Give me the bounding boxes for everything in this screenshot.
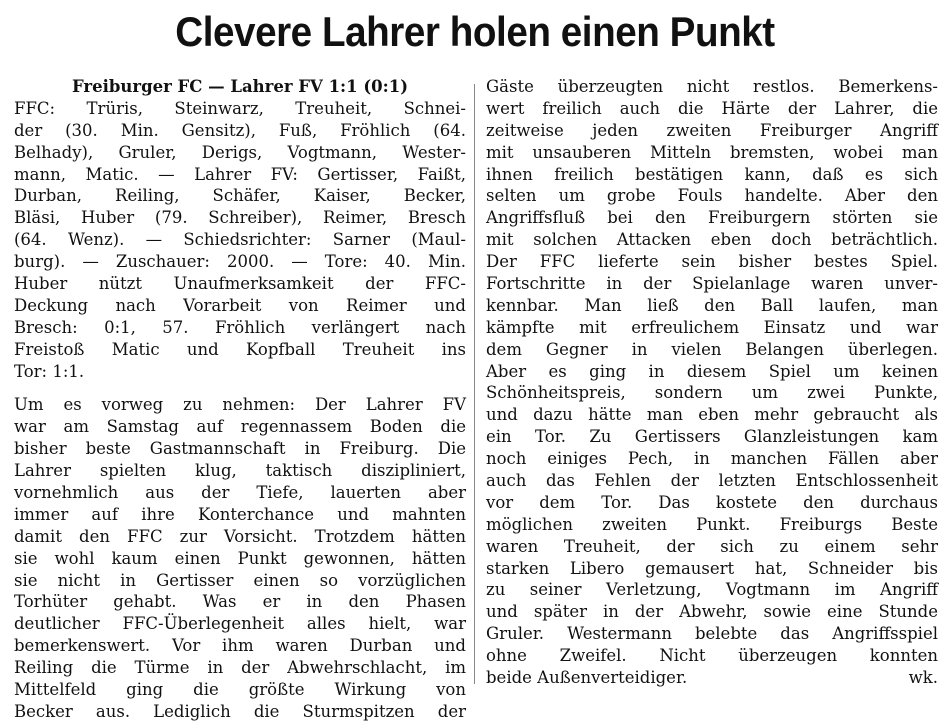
lineup-line: Tor: 1:1. [14, 361, 85, 381]
text-line: ohne Zweifel. Nicht überzeugen konnten [486, 646, 938, 666]
text-line: vor dem Tor. Das kostete den durchaus [486, 492, 938, 512]
text-line: ihnen freilich bestätigen kann, daß es sich [486, 164, 938, 184]
column-divider [474, 84, 475, 684]
headline: Clevere Lahrer holen einen Punkt [175, 8, 775, 55]
left-column [14, 76, 466, 723]
text-line: bisher beste Gastmannschaft in Freiburg. Die [14, 439, 466, 459]
text-line: bemerkenswert. Vor ihm waren Durban und [14, 636, 466, 656]
lineup-block [14, 98, 466, 383]
text-line: auch das Fehlen der letzten Entschlossenheit [486, 471, 938, 491]
lineup-line: Bresch: 0:1, 57. Fröhlich verlängert nach [14, 317, 466, 337]
text-line: waren Treuheit, der sich zu einem sehr [486, 536, 938, 556]
text-line: Gruler. Westermann belebte das Angriffsspiel [486, 624, 938, 644]
text-line: wert freilich auch die Härte der Lahrer, die [486, 98, 938, 118]
lineup-line: (64. Wenz). — Schiedsrichter: Sarner (Maul- [14, 230, 466, 250]
lineup-line: der (30. Min. Gensitz), Fuß, Fröhlich (64. [14, 120, 466, 140]
text-line: selten um grobe Fouls handelte. Aber den [486, 186, 938, 206]
lineup-line: Belhady), Gruler, Derigs, Vogtmann, Wester- [14, 142, 466, 162]
report-body-left [14, 394, 466, 722]
text-line: sie wohl kaum einen Punkt gewonnen, hätten [14, 548, 466, 568]
lineup-line: Huber nützt Unaufmerksamkeit der FFC- [14, 274, 466, 294]
text-line: Der FFC lieferte sein bisher bestes Spiel. [486, 252, 938, 272]
lineup-line: Bläsi, Huber (79. Schreiber), Reimer, Bresch [14, 208, 466, 228]
text-line: Becker aus. Lediglich die Sturmspitzen der [14, 701, 466, 721]
text-line [486, 667, 938, 689]
text-line: Schönheitspreis, sondern um zwei Punkte, [486, 383, 938, 403]
paragraph-gap [14, 382, 466, 394]
text-line: Lahrer spielten klug, taktisch diszipliniert, [14, 461, 466, 481]
text-line: Reiling die Türme in der Abwehrschlacht, im [14, 658, 466, 678]
lineup-line: FFC: Trüris, Steinwarz, Treuheit, Schnei- [14, 98, 466, 118]
lineup-line: Freistoß Matic und Kopfball Treuheit ins [14, 339, 466, 359]
text-line: mit unsauberen Mitteln bremsten, wobei man [486, 142, 938, 162]
text-line: deutlicher FFC-Überlegenheit alles hielt, war [14, 614, 466, 634]
text-line: und später in der Abwehr, sowie eine Stunde [486, 602, 938, 622]
lineup-line: mann, Matic. — Lahrer FV: Gertisser, Faißt, [14, 164, 466, 184]
text-line: starken Libero gemausert hat, Schneider bis [486, 558, 938, 578]
text-line: sie nicht in Gertisser einen so vorzüglichen [14, 570, 466, 590]
text-line: Torhüter gehabt. Was er in den Phasen [14, 592, 466, 612]
text-line: dem Gegner in vielen Belangen überlegen. [486, 339, 938, 359]
text-line: Um es vorweg zu nehmen: Der Lahrer FV [14, 395, 466, 415]
text-line: kämpfte mit erfreulichem Einsatz und war [486, 317, 938, 337]
text-line: möglichen zweiten Punkt. Freiburgs Beste [486, 514, 938, 534]
text-line: noch einiges Pech, in manchen Fällen aber [486, 449, 938, 469]
text-line-final: beide Außenverteidiger. [486, 668, 688, 688]
text-line: zeitweise jeden zweiten Freiburger Angriff [486, 120, 938, 140]
text-line: kennbar. Man ließ den Ball laufen, man [486, 295, 938, 315]
lineup-line: burg). — Zuschauer: 2000. — Tore: 40. Min. [14, 252, 466, 272]
match-result: Freiburger FC — Lahrer FV 1:1 (0:1) [71, 77, 409, 96]
author-initials: wk. [908, 668, 938, 688]
text-line: Gäste überzeugten nicht restlos. Bemerkens- [486, 77, 938, 96]
text-line: damit den FFC zur Vorsicht. Trotzdem hätten [14, 526, 466, 546]
text-line: vornehmlich aus der Tiefe, lauerten aber [14, 483, 466, 503]
text-line: Aber es ging in diesem Spiel um keinen [486, 361, 938, 381]
text-line: immer auf ihre Konterchance und mahnten [14, 504, 466, 524]
report-body-right [486, 76, 938, 689]
text-line: und dazu hätte man eben mehr gebraucht als [486, 405, 938, 425]
lineup-line: Deckung nach Vorarbeit von Reimer und [14, 295, 466, 315]
text-line: war am Samstag auf regennassem Boden die [14, 417, 466, 437]
text-line: ein Tor. Zu Gertissers Glanzleistungen kam [486, 427, 938, 447]
right-column [486, 76, 938, 689]
text-line: zu seiner Verletzung, Vogtmann im Angriff [486, 580, 938, 600]
text-line: Mittelfeld ging die größte Wirkung von [14, 680, 466, 700]
lineup-line: Durban, Reiling, Schäfer, Kaiser, Becker, [14, 186, 466, 206]
text-line: mit solchen Attacken eben doch beträchtlich. [486, 230, 938, 250]
text-line: Angriffsfluß bei den Freiburgern störten sie [486, 208, 938, 228]
text-line: Fortschritte in der Spielanlage waren unver- [486, 274, 938, 294]
